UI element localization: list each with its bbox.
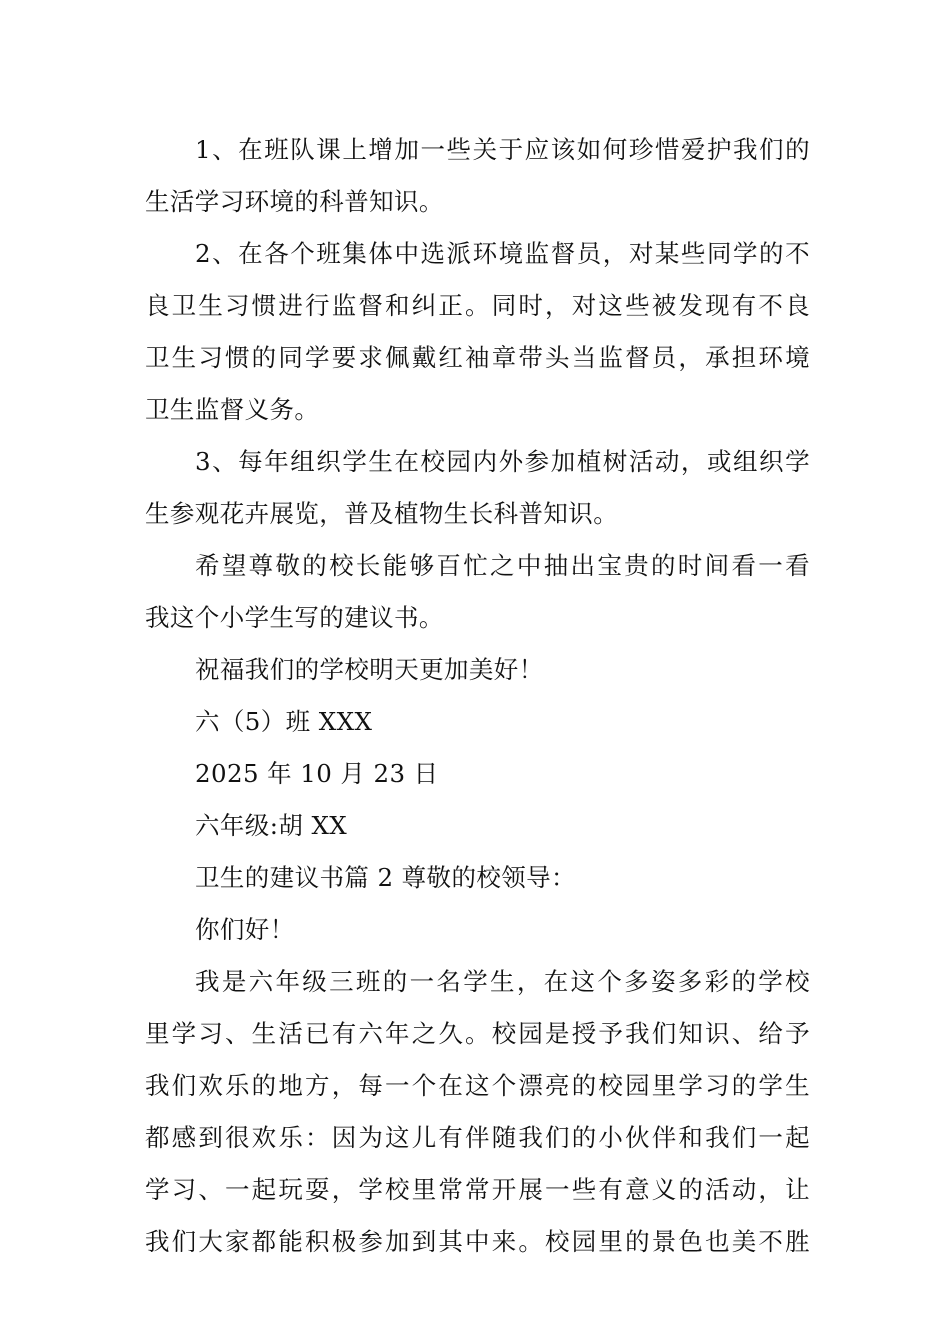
text-line: 卫生习惯的同学要求佩戴红袖章带头当监督员，承担环境	[145, 343, 810, 372]
text-line: 我这个小学生写的建议书。	[145, 603, 444, 632]
signature-name: 六年级:胡 XX	[195, 811, 348, 840]
text-line: 学习、一起玩耍，学校里常常开展一些有意义的活动，让	[145, 1175, 810, 1204]
text-line: 生参观花卉展览，普及植物生长科普知识。	[145, 499, 619, 528]
text-line: 3、每年组织学生在校园内外参加植树活动，或组织学	[195, 447, 810, 476]
text-line: 良卫生习惯进行监督和纠正。同时，对这些被发现有不良	[145, 291, 810, 320]
text-line: 生活学习环境的科普知识。	[145, 187, 444, 216]
text-line: 1、在班队课上增加一些关于应该如何珍惜爱护我们的	[195, 135, 810, 164]
text-line: 都感到很欢乐：因为这儿有伴随我们的小伙伴和我们一起	[145, 1123, 810, 1152]
text-line: 我们大家都能积极参加到其中来。校园里的景色也美不胜	[145, 1227, 810, 1256]
signature-date: 2025 年 10 月 23 日	[195, 759, 439, 788]
text-line: 我是六年级三班的一名学生，在这个多姿多彩的学校	[195, 967, 810, 996]
text-line: 希望尊敬的校长能够百忙之中抽出宝贵的时间看一看	[195, 551, 810, 580]
document-body	[145, 124, 810, 1268]
text-line: 2、在各个班集体中选派环境监督员，对某些同学的不	[195, 239, 810, 268]
text-line: 我们欢乐的地方，每一个在这个漂亮的校园里学习的学生	[145, 1071, 810, 1100]
text-line: 卫生监督义务。	[145, 395, 320, 424]
section-heading: 卫生的建议书篇 2 尊敬的校领导：	[195, 863, 576, 892]
greeting: 你们好！	[195, 915, 295, 944]
signature-class: 六（5）班 XXX	[195, 707, 373, 736]
closing-wish: 祝福我们的学校明天更加美好！	[195, 655, 544, 684]
text-line: 里学习、生活已有六年之久。校园是授予我们知识、给予	[145, 1019, 810, 1048]
